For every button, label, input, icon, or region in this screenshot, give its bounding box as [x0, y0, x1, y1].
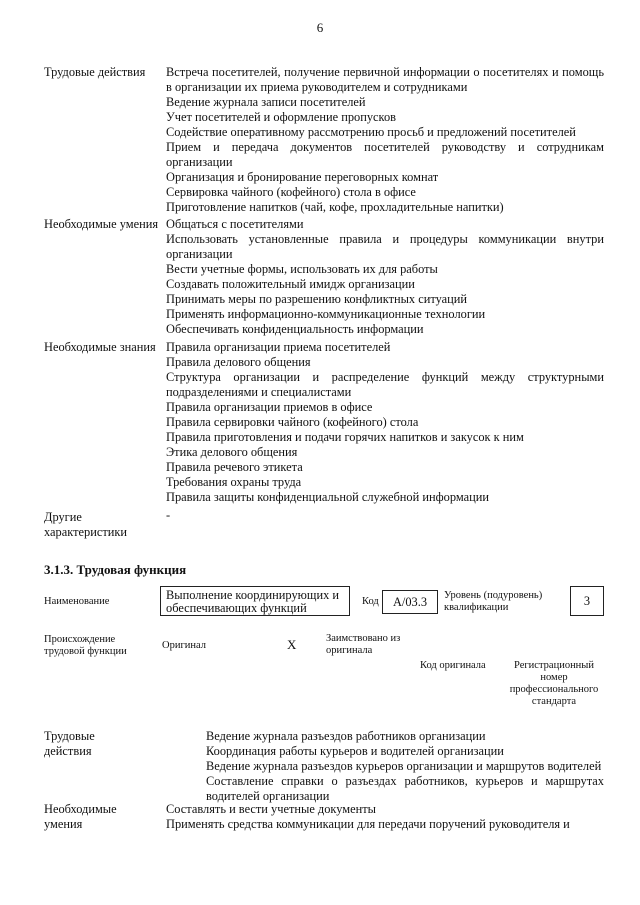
list-item: Применять средства коммуникации для передачи поручений руководителя и: [166, 817, 570, 831]
level-label: Уровень (подуровень) квалификации: [444, 590, 543, 613]
list-item: Правила сервировки чайного (кофейного) стола: [166, 415, 419, 429]
table-row: [44, 508, 604, 540]
list-item: Требования охраны труда: [166, 475, 302, 489]
list-item: Правила организации приема посетителей: [166, 340, 391, 354]
list-item: Правила делового общения: [166, 355, 311, 369]
list-item: Этика делового общения: [166, 445, 298, 459]
table-row: [44, 729, 604, 802]
origin-label: Происхождение трудовой функции: [44, 634, 127, 657]
list-item: Создавать положительный имидж организации: [166, 277, 415, 291]
row-label: Трудовые действия: [44, 729, 95, 758]
code-box: А/03.3: [382, 590, 438, 614]
list-item: Ведение журнала разъездов курьеров организации и маршрутов водителей: [206, 759, 602, 773]
list-item: Правила приготовления и подачи горячих напитков и закусок к ним: [166, 430, 524, 444]
list-item: Общаться с посетителями: [166, 217, 304, 231]
original-label: Оригинал: [162, 640, 206, 651]
list-item: Применять информационно-коммуникационные технологии: [166, 307, 486, 321]
row-label: Необходимые знания: [44, 340, 156, 354]
list-item: Ведение журнала записи посетителей: [166, 95, 366, 109]
list-item: Прием и передача документов посетителей руководству и сотрудникам организации: [166, 140, 604, 169]
list-item: Составлять и вести учетные документы: [166, 802, 377, 816]
list-item: Структура организации и распределение функций между структурными подразделениями и специалистами: [166, 370, 604, 399]
list-item: Организация и бронирование переговорных комнат: [166, 170, 439, 184]
row-label: Трудовые действия: [44, 65, 146, 79]
skills-table-2: [44, 729, 604, 832]
row-label: Необходимые умения: [44, 802, 117, 831]
list-item: Учет посетителей и оформление пропусков: [166, 110, 396, 124]
reg-number-label: Регистрационный номер профессионального стандарта: [509, 660, 599, 707]
section-title: 3.1.3. Трудовая функция: [44, 562, 187, 577]
function-name-box: Выполнение координирующих и обеспечивающих функций: [160, 586, 350, 616]
list-item: Вести учетные формы, использовать их для работы: [166, 262, 438, 276]
list-item: Принимать меры по разрешению конфликтных ситуаций: [166, 292, 468, 306]
name-label: Наименование: [44, 596, 110, 607]
row-label: Необходимые умения: [44, 217, 159, 231]
table-row: [44, 65, 604, 217]
list-item: Приготовление напитков (чай, кофе, прохладительные напитки): [166, 200, 504, 214]
table-row: [44, 802, 604, 832]
list-item: Координация работы курьеров и водителей организации: [206, 744, 504, 758]
list-item: Правила организации приемов в офисе: [166, 400, 373, 414]
list-item: Использовать установленные правила и процедуры коммуникации внутри организации: [166, 232, 604, 261]
original-mark: X: [287, 637, 297, 652]
list-item: Встреча посетителей, получение первичной информации о посетителях и помощь в организации их приема руководителем и сотрудниками: [166, 65, 604, 94]
page-number: 6: [316, 20, 324, 35]
table-row: [44, 217, 604, 340]
code-label: Код: [362, 596, 379, 607]
table-row: [44, 340, 604, 508]
list-item: Обеспечивать конфиденциальность информации: [166, 322, 424, 336]
list-item: Сервировка чайного (кофейного) стола в офисе: [166, 185, 416, 199]
list-item: Содействие оперативному рассмотрению просьб и предложений посетителей: [166, 125, 576, 139]
borrowed-label: Заимствовано из оригинала: [326, 633, 401, 656]
level-box: 3: [570, 586, 604, 616]
code-original-label: Код оригинала: [420, 660, 486, 671]
list-item: -: [166, 508, 171, 522]
skills-table-1: [44, 65, 604, 540]
list-item: Правила речевого этикета: [166, 460, 303, 474]
row-label: Другие характеристики: [44, 510, 128, 539]
list-item: Ведение журнала разъездов работников организации: [206, 729, 486, 743]
list-item: Правила защиты конфиденциальной служебной информации: [166, 490, 489, 504]
list-item: Составление справки о разъездах работников, курьеров и маршрутах водителей организации: [206, 774, 604, 803]
